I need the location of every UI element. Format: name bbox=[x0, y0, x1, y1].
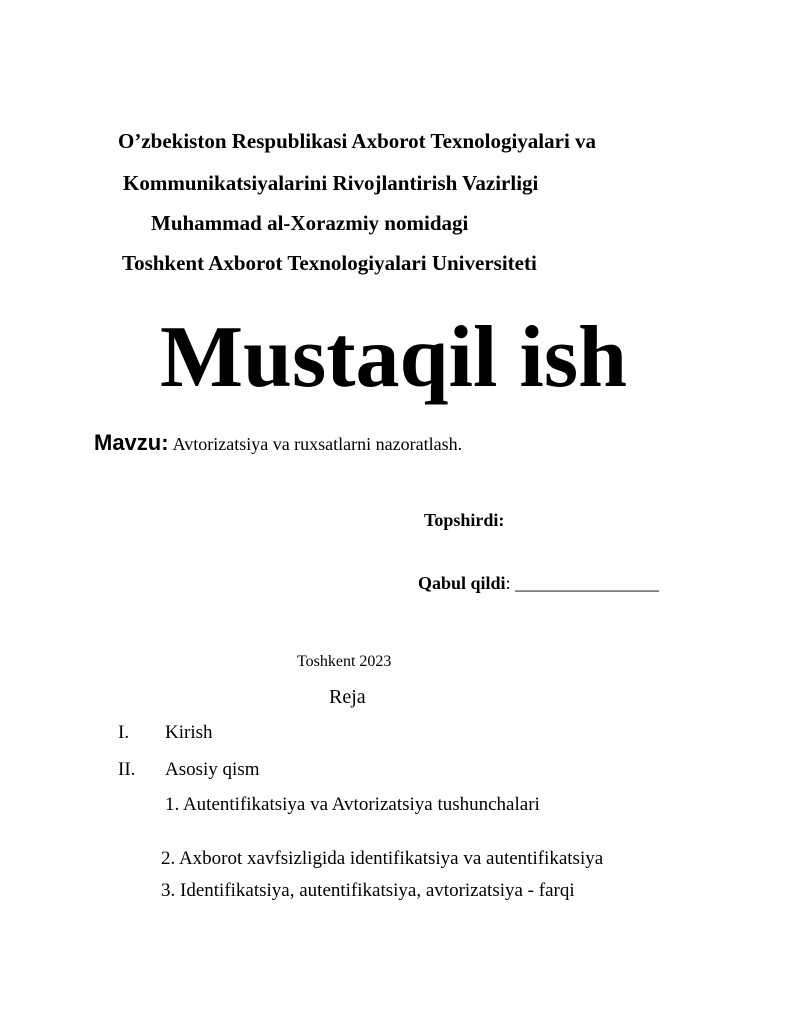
plan-section-label: Asosiy qism bbox=[165, 759, 260, 780]
plan-section-1 bbox=[118, 723, 213, 742]
document-title: Mustaqil ish bbox=[160, 309, 628, 406]
submitted-by-label: Topshirdi: bbox=[424, 510, 505, 530]
city-year: Toshkent 2023 bbox=[297, 653, 392, 670]
plan-subitem-2: 2. Axborot xavfsizligida identifikatsiya va autentifikatsiya bbox=[161, 848, 604, 869]
header-line-4: Toshkent Axborot Texnologiyalari Universiteti bbox=[122, 251, 537, 275]
plan-section-numeral: II. bbox=[118, 759, 136, 780]
received-by-label: Qabul qildi bbox=[418, 573, 506, 593]
header-line-2: Kommunikatsiyalarini Rivojlantirish Vazirligi bbox=[123, 171, 539, 195]
received-by-signature-line: : ________________ bbox=[505, 573, 660, 593]
plan-subitem-3: 3. Identifikatsiya, autentifikatsiya, avtorizatsiya - farqi bbox=[161, 880, 575, 901]
received-by-row bbox=[418, 574, 659, 592]
topic-label: Mavzu: bbox=[94, 430, 169, 455]
plan-subitem-1: 1. Autentifikatsiya va Avtorizatsiya tushunchalari bbox=[165, 794, 540, 815]
plan-section-numeral: I. bbox=[118, 722, 130, 743]
plan-title: Reja bbox=[329, 686, 366, 708]
plan-section-label: Kirish bbox=[165, 722, 213, 743]
topic-value: Avtorizatsiya va ruxsatlarni nazoratlash. bbox=[172, 434, 463, 454]
header-line-3: Muhammad al-Xorazmiy nomidagi bbox=[151, 211, 469, 235]
plan-section-2 bbox=[118, 760, 260, 779]
header-line-1: O’zbekiston Respublikasi Axborot Texnologiyalari va bbox=[118, 129, 597, 153]
topic-row bbox=[94, 432, 462, 454]
